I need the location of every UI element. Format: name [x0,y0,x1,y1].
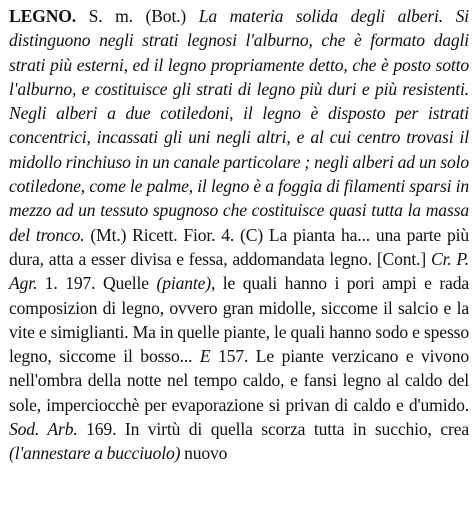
entry-headword: LEGNO. [9,6,77,26]
citation-e-text: 157. Le piante verzicano e vivono nell'ombra della notte nel tempo caldo, e fansi legno al caldo del sole, imperciocchè per evaporazione si privan di caldo e d'umido. [9,346,469,415]
citation-soderini-gloss: (l'annestare a bucciuolo) [9,443,181,464]
citation-crescenzi-text: , le quali hanno i pori ampi e rada composizion di legno, ovvero gran midolle, siccome il salcio e la vite e simiglianti. Ma in quelle piante, le quali hanno sodo e spesso legno, siccome il bosso... [9,273,469,367]
citation-soderini-source: Sod. Arb. [9,419,78,440]
citation-crescenzi-source: Cr. P. Agr. [9,248,470,294]
entry-definition: La materia solida degli alberi. Si distinguono negli strati legnosi l'alburno, che è formato dagli strati più esterni, ed il legno propriamente detto, che è posto sotto l'alburno, e costituisce gli strati di legno più duri e più resistenti. Negli alberi a due cotiledoni, il legno è disposto per istrati concentrici, incassati gli uni negli altri, e al cui centro trovasi il midollo rinchiuso in un canale particolare ; negli alberi ad un solo cotiledone, come le palme, il legno è a foggia di filamenti sparsi in mezzo ad un tessuto spugnoso che costituisce quasi tutta la massa del tronco. [9,6,470,245]
citation-e-source: E [199,346,211,367]
citation-soderini-text: 169. In virtù di quella scorza tutta in succhio, crea [77,419,470,440]
dictionary-entry [9,4,469,466]
citation-ricettario: (Mt.) Ricett. Fior. 4. (C) La pianta ha... una parte più dura, atta a esser divisa e fessa, addomandata legno. [Cont.] [9,224,469,269]
grammar-label: S. m. (Bot.) [76,6,199,26]
citation-soderini-tail: nuovo [180,443,228,464]
citation-crescenzi-gloss: (piante) [156,273,211,294]
citation-crescenzi-ref: 1. 197. Quelle [37,273,157,294]
